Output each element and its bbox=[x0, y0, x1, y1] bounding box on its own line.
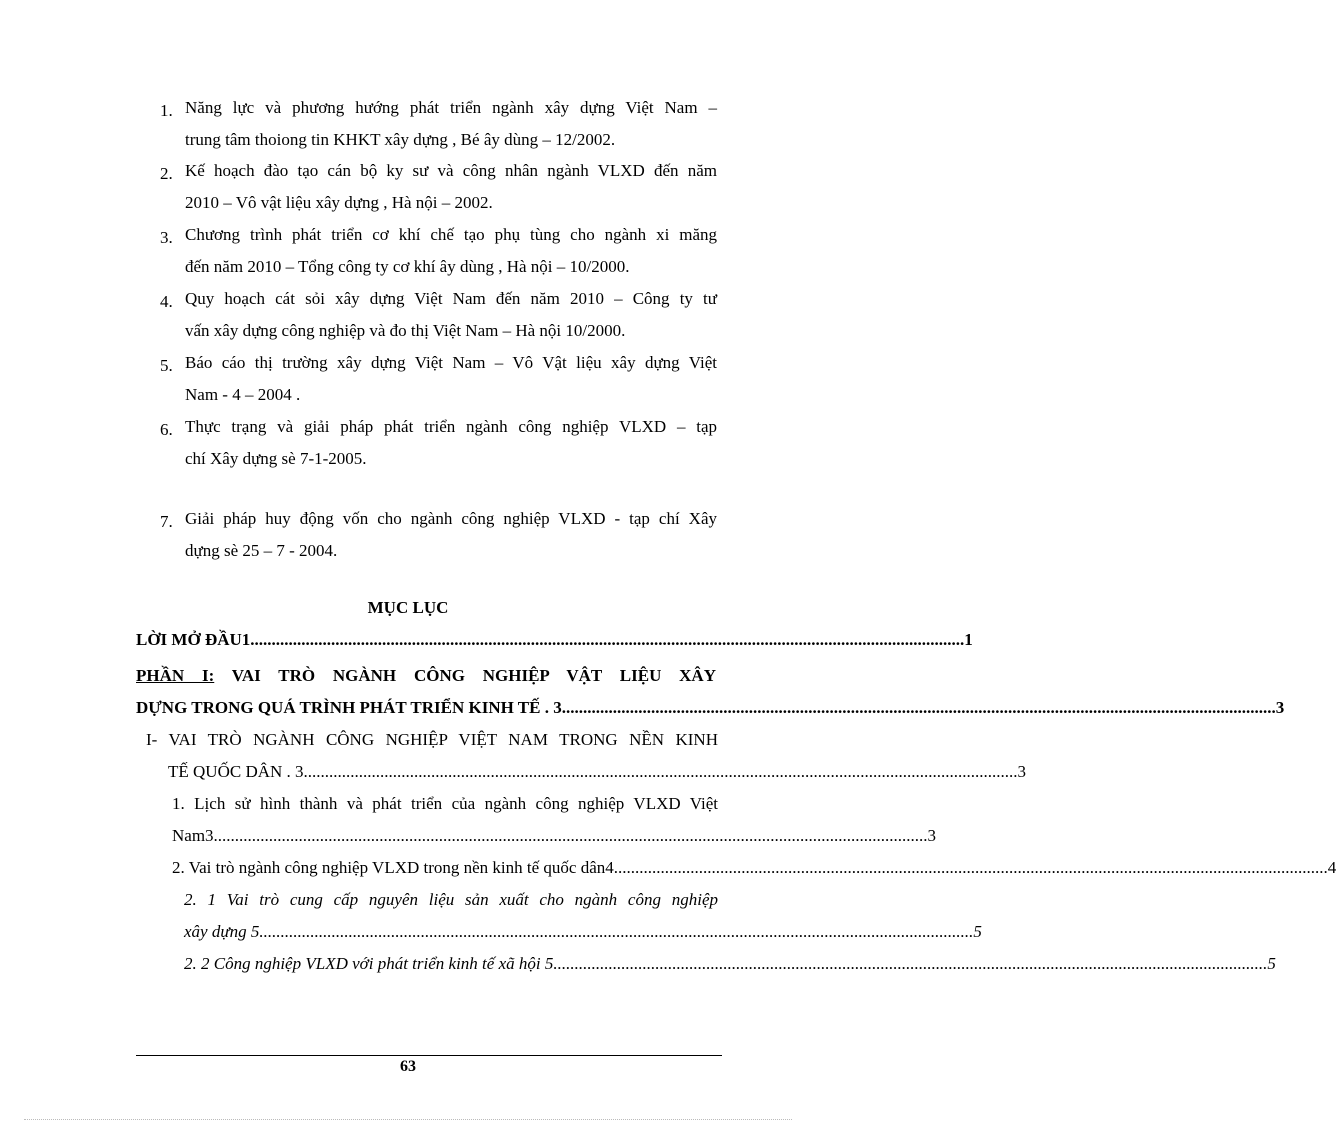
toc-entry-line: PHẦN I: VAI TRÒ NGÀNH CÔNG NGHIỆP VẬT LIỆU XÂY bbox=[136, 666, 716, 685]
reference-text: Giải pháp huy động vốn cho ngành công nghiệp VLXD - tạp chí Xây dựng sè 25 – 7 - 2004. bbox=[185, 509, 717, 560]
toc-dot-leader: ........................................................................................................................................................................ bbox=[553, 954, 1268, 973]
toc-entry-line: 2. 1 Vai trò cung cấp nguyên liệu sản xuất cho ngành công nghiệp bbox=[184, 890, 718, 909]
toc-page-number: 3 bbox=[1017, 762, 1027, 781]
toc-page-number: 3 bbox=[1275, 698, 1285, 717]
page-edge-divider bbox=[24, 1119, 792, 1120]
toc-entry[interactable] bbox=[184, 948, 1276, 980]
toc-entry-label: DỰNG TRONG QUÁ TRÌNH PHÁT TRIỂN KINH TẾ . 3 bbox=[136, 698, 562, 717]
toc-page-number: 5 bbox=[1267, 954, 1276, 973]
toc-entry-label: xây dựng 5 bbox=[184, 922, 260, 941]
toc-entry-line: I- VAI TRÒ NGÀNH CÔNG NGHIỆP VIỆT NAM TRONG NỀN KINH bbox=[146, 730, 718, 749]
toc-entry[interactable] bbox=[136, 660, 1285, 724]
reference-text: Quy hoạch cát sỏi xây dựng Việt Nam đến năm 2010 – Công ty tư vấn xây dựng công nghiệp và đo thị Việt Nam – Hà nội 10/2000. bbox=[185, 289, 717, 340]
footer-rule bbox=[136, 1055, 722, 1056]
reference-number: 7. bbox=[160, 512, 173, 531]
toc-page-number: 4 bbox=[1327, 858, 1336, 877]
page-number: 63 bbox=[400, 1058, 416, 1075]
toc-title: MỤC LỤC bbox=[367, 598, 449, 617]
reference-text: Chương trình phát triển cơ khí chế tạo phụ tùng cho ngành xi măng đến năm 2010 – Tổng công ty cơ khí ây dùng , Hà nội – 10/2000. bbox=[185, 225, 717, 276]
toc-entry[interactable] bbox=[172, 852, 1336, 884]
toc-entry[interactable] bbox=[136, 628, 973, 652]
reference-number: 2. bbox=[160, 164, 173, 183]
toc-entry[interactable] bbox=[172, 788, 937, 852]
reference-text: Năng lực và phương hướng phát triển ngành xây dựng Việt Nam – trung tâm thoiong tin KHKT xây dựng , Bé ây dùng – 12/2002. bbox=[185, 98, 717, 149]
toc-page-number: 1 bbox=[964, 630, 973, 649]
toc-dot-leader: ........................................................................................................................................................................ bbox=[259, 922, 974, 941]
toc-entry-label: 2. Vai trò ngành công nghiệp VLXD trong nền kinh tế quốc dân4 bbox=[172, 858, 614, 877]
reference-text: Kế hoạch đào tạo cán bộ ky sư và công nhân ngành VLXD đến năm 2010 – Vô vật liệu xây dựng , Hà nội – 2002. bbox=[185, 161, 717, 212]
reference-number: 5. bbox=[160, 356, 173, 375]
toc-entry[interactable] bbox=[184, 884, 982, 948]
toc-page-number: 5 bbox=[973, 922, 982, 941]
reference-number: 4. bbox=[160, 292, 173, 311]
toc-dot-leader: ........................................................................................................................................................................ bbox=[213, 826, 928, 845]
toc-dot-leader: ........................................................................................................................................................................ bbox=[613, 858, 1328, 877]
toc-page-number: 3 bbox=[927, 826, 937, 845]
toc-entry[interactable] bbox=[146, 724, 1027, 788]
reference-text: Thực trạng và giải pháp phát triển ngành công nghiệp VLXD – tạp chí Xây dựng sè 7-1-2005. bbox=[185, 417, 717, 468]
reference-number: 1. bbox=[160, 101, 173, 120]
toc-entry-label: 2. 2 Công nghiệp VLXD với phát triển kinh tế xã hội 5 bbox=[184, 954, 554, 973]
reference-number: 6. bbox=[160, 420, 173, 439]
toc-dot-leader: ........................................................................................................................................................................ bbox=[250, 630, 965, 649]
reference-text: Báo cáo thị trường xây dựng Việt Nam – Vô Vật liệu xây dựng Việt Nam - 4 – 2004 . bbox=[185, 353, 717, 404]
toc-part-prefix: PHẦN I: bbox=[136, 666, 215, 685]
toc-entry-line: 1. Lịch sử hình thành và phát triển của ngành công nghiệp VLXD Việt bbox=[172, 794, 718, 813]
reference-number: 3. bbox=[160, 228, 173, 247]
toc-dot-leader: ........................................................................................................................................................................ bbox=[561, 698, 1276, 717]
toc-entry-label: TẾ QUỐC DÂN . 3 bbox=[168, 762, 304, 781]
toc-entry-label: LỜI MỞ ĐẦU1 bbox=[136, 630, 251, 649]
toc-entry-label: Nam3 bbox=[172, 826, 214, 845]
toc-dot-leader: ........................................................................................................................................................................ bbox=[303, 762, 1018, 781]
